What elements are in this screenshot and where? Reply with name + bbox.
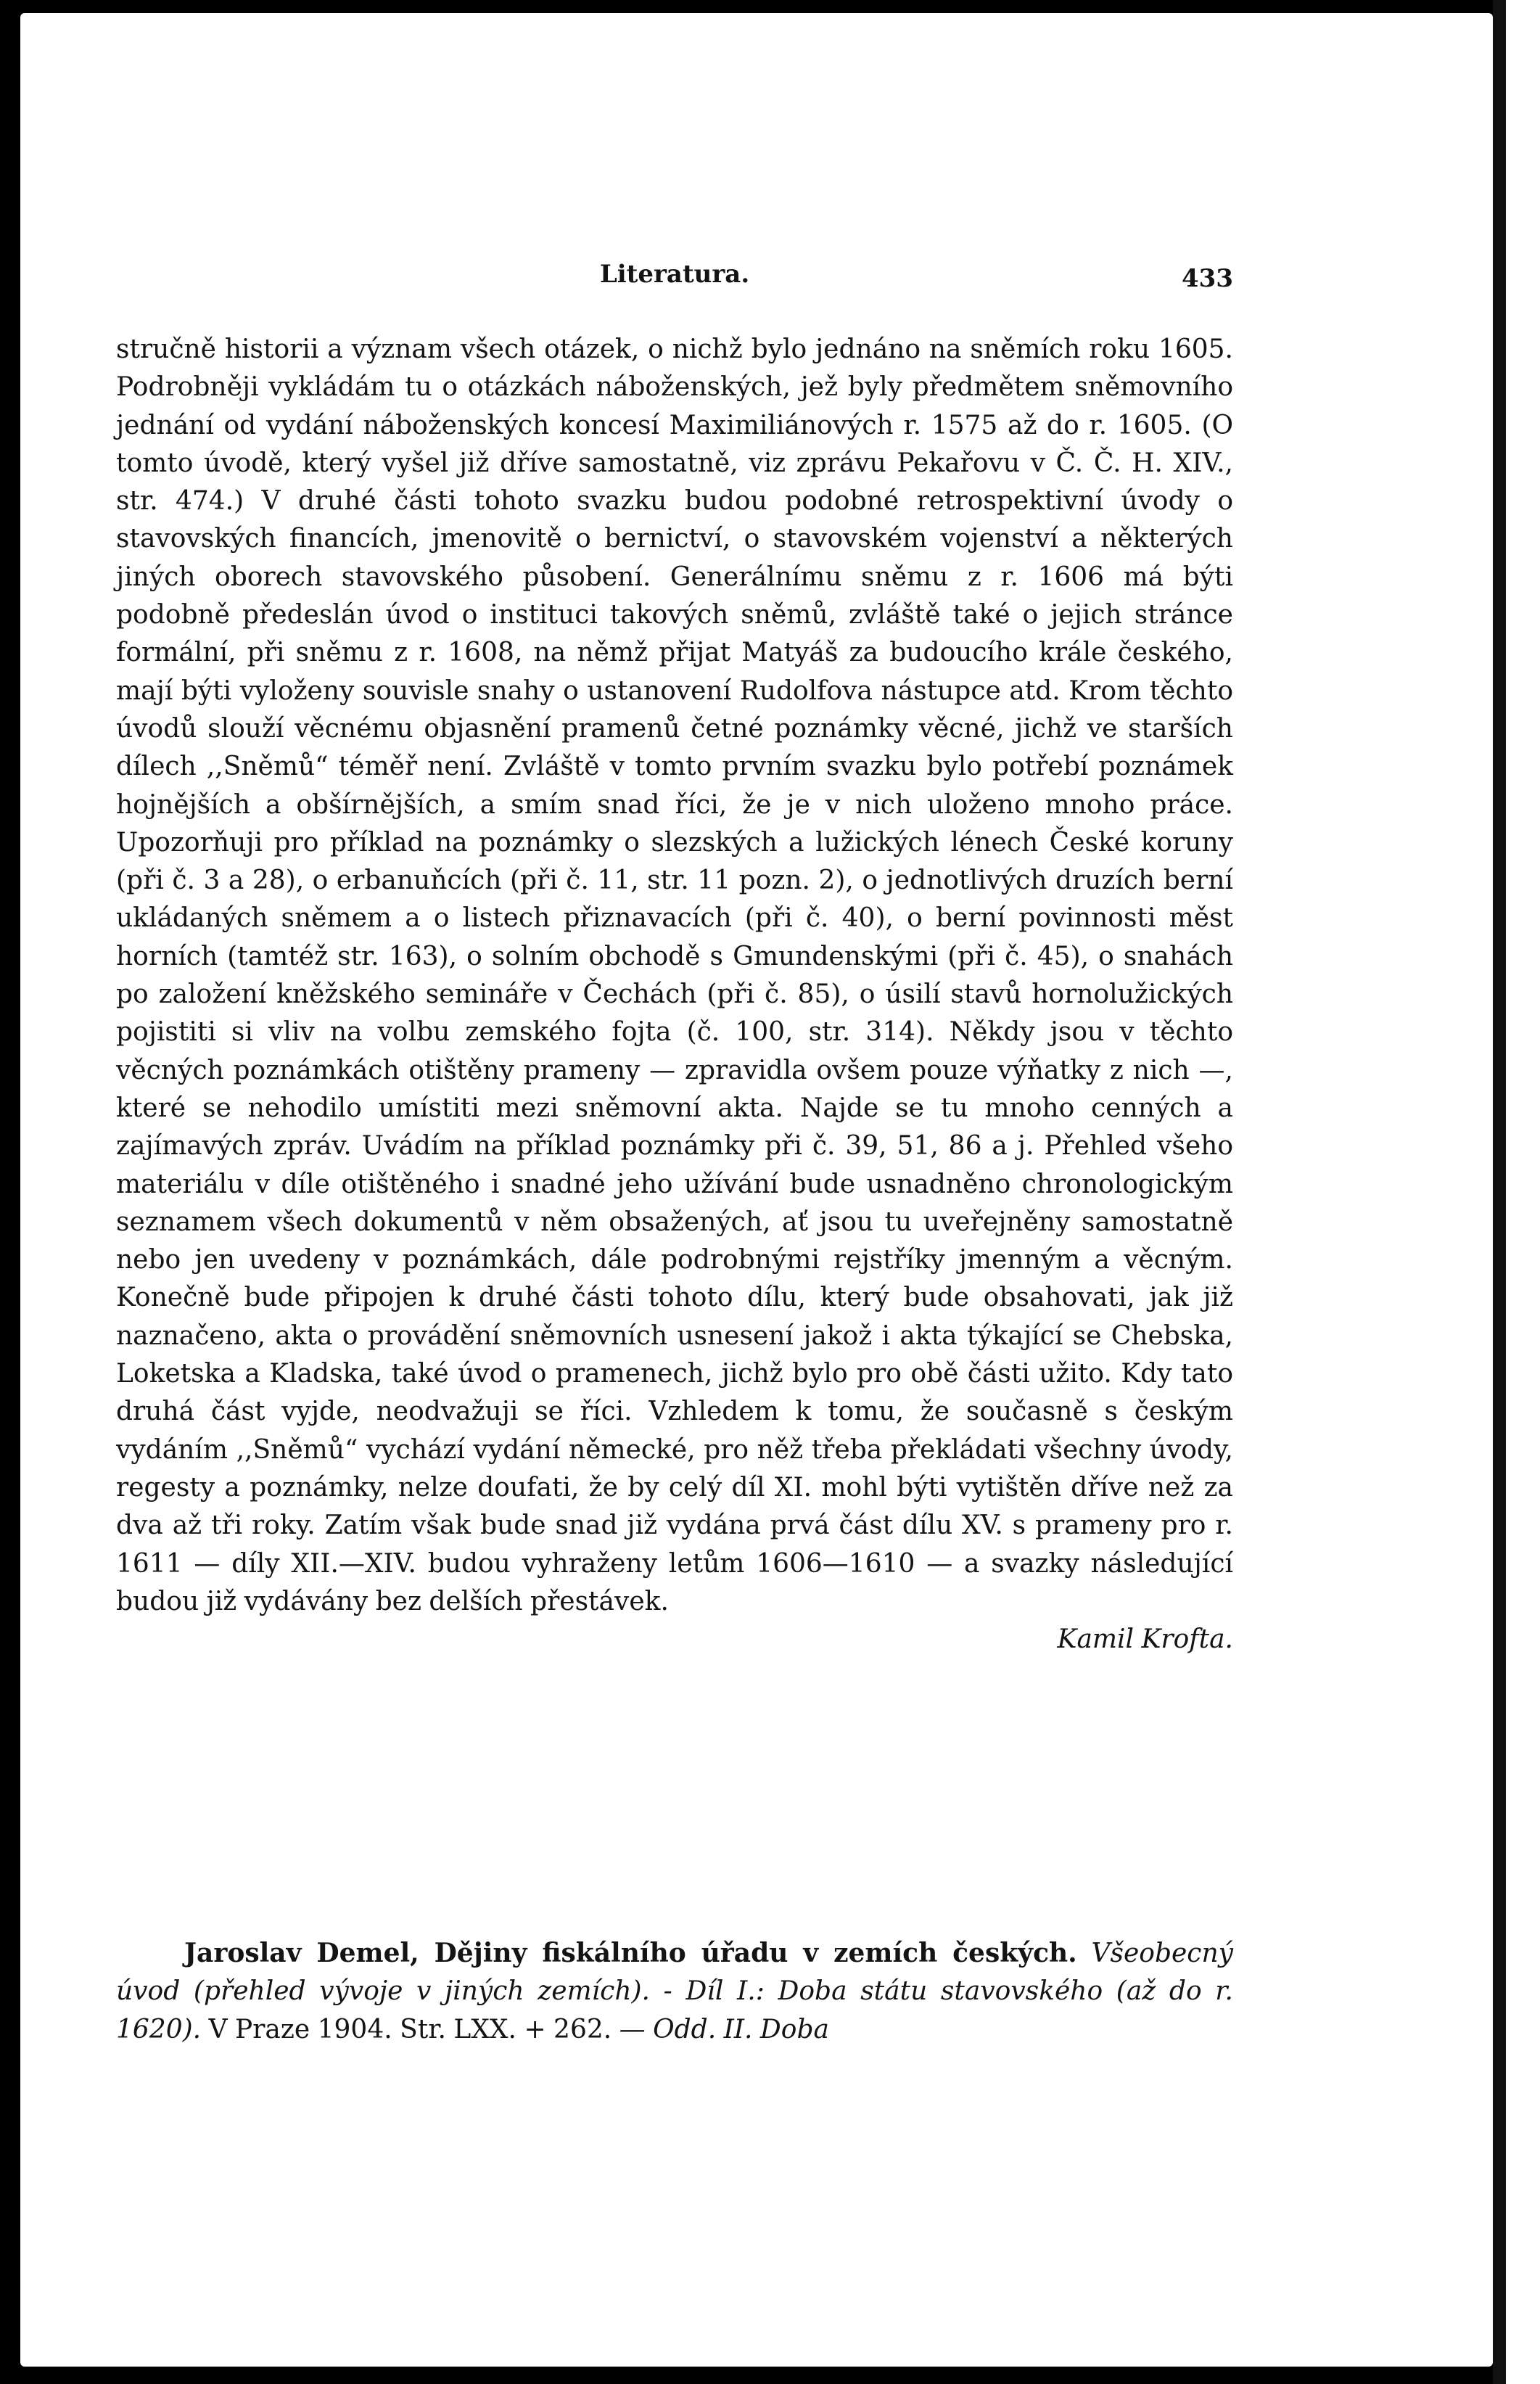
article-paragraph: stručně historii a význam všech otázek, o nichž bylo jednáno na sněmích roku 1605. Podrobněji vykládám tu o otázkách náboženských, jež byly předmětem sněmovního jednání od vydání náboženských koncesí Maximiliánových r. 1575 až do r. 1605. (O tomto úvodě, který vyšel již dříve samostatně, viz zprávu Pekařovu v Č. Č. H. XIV., str. 474.) V druhé části tohoto svazku budou podobné retrospektivní úvody o stavovských financích, jmenovitě o bernictví, o stavovském vojenství a některých jiných oborech stavovského působení. Generálnímu sněmu z r. 1606 má býti podobně předeslán úvod o instituci takových sněmů, zvláště také o jejich stránce formální, při sněmu z r. 1608, na němž přijat Matyáš za budoucího krále českého, mají býti vyloženy souvisle snahy o ustanovení Rudolfova nástupce atd. Krom těchto úvodů slouží věcnému objasnění pramenů četné poznámky věcné, jichž ve starších dílech ,,Sněmů“ téměř není. Zvláště v tomto prvním svazku bylo potřebí poznámek hojnějších a obšírnějších, a smím snad říci, že je v nich uloženo mnoho práce. Upozorňuji pro příklad na poznámky o slezských a lužických lénech České koruny (při č. 3 a 28), o erbanuňcích (při č. 11, str. 11 pozn. 2), o jednotlivých druzích berní ukládaných sněmem a o listech přiznavacích (při č. 40), o berní povinnosti měst horních (tamtéž str. 163), o solním obchodě s Gmundenskými (při č. 45), o snahách po založení kněžského semináře v Čechách (při č. 85), o úsilí stavů hornolužických pojistiti si vliv na volbu zemského fojta (č. 100, str. 314). Někdy jsou v těchto věcných poznámkách otištěny prameny — zpravidla ovšem pouze výňatky z nich —, které se nehodilo umístiti mezi sněmovní akta. Najde se tu mnoho cenných a zajímavých zpráv. Uvádím na příklad poznámky při č. 39, 51, 86 a j. Přehled všeho materiálu v díle otištěného i snadné jeho užívání bude usnadněno chronologickým seznamem všech dokumentů v něm obsažených, ať jsou tu uveřejněny samostatně nebo jen uvedeny v poznámkách, dále podrobnými rejstříky jmenným a věcným. Konečně bude připojen k druhé části tohoto dílu, který bude obsahovati, jak již naznačeno, akta o provádění sněmovních usnesení jakož i akta týkající se Chebska, Loketska a Kladska, také úvod o pramenech, jichž bylo pro obě části užito. Kdy tato druhá část vyjde, neodvažuji se říci. Vzhledem k tomu, že současně s českým vydáním ,,Sněmů“ vychází vydání německé, pro něž třeba překládati všechny úvody, regesty a poznámky, nelze doufati, že by celý díl XI. mohl býti vytištěn dříve než za dva až tři roky. Zatím však bude snad již vydána prvá část dílu XV. s prameny pro r. 1611 — díly XII.—XIV. budou vyhraženy letům 1606—1610 — a svazky následující budou již vydávány bez delších přestávek. [116,334,1233,1616]
spine-shadow [1493,0,1507,2384]
header-title: Literatura. [599,260,750,289]
book-spine [1506,0,1540,2384]
review-imprint: V Praze 1904. Str. LXX. + 262. [208,2014,612,2044]
review-entry [116,1934,1233,2049]
page-number: 433 [1182,264,1233,293]
running-header [116,260,1233,303]
review-subtitle: Všeobecný úvod (přehled vývoje v jiných zemích). - Díl I.: Doba státu stavovského (až do r. 1620). [116,1939,1233,2044]
review-continuation: — Odd. II. Doba [619,2014,829,2044]
article-body [116,331,1233,1658]
author-signature: Kamil Krofta. [1057,1624,1233,1655]
review-author-title: Jaroslav Demel, Dějiny fiskálního úřadu v zemích českých. [184,1938,1077,1968]
